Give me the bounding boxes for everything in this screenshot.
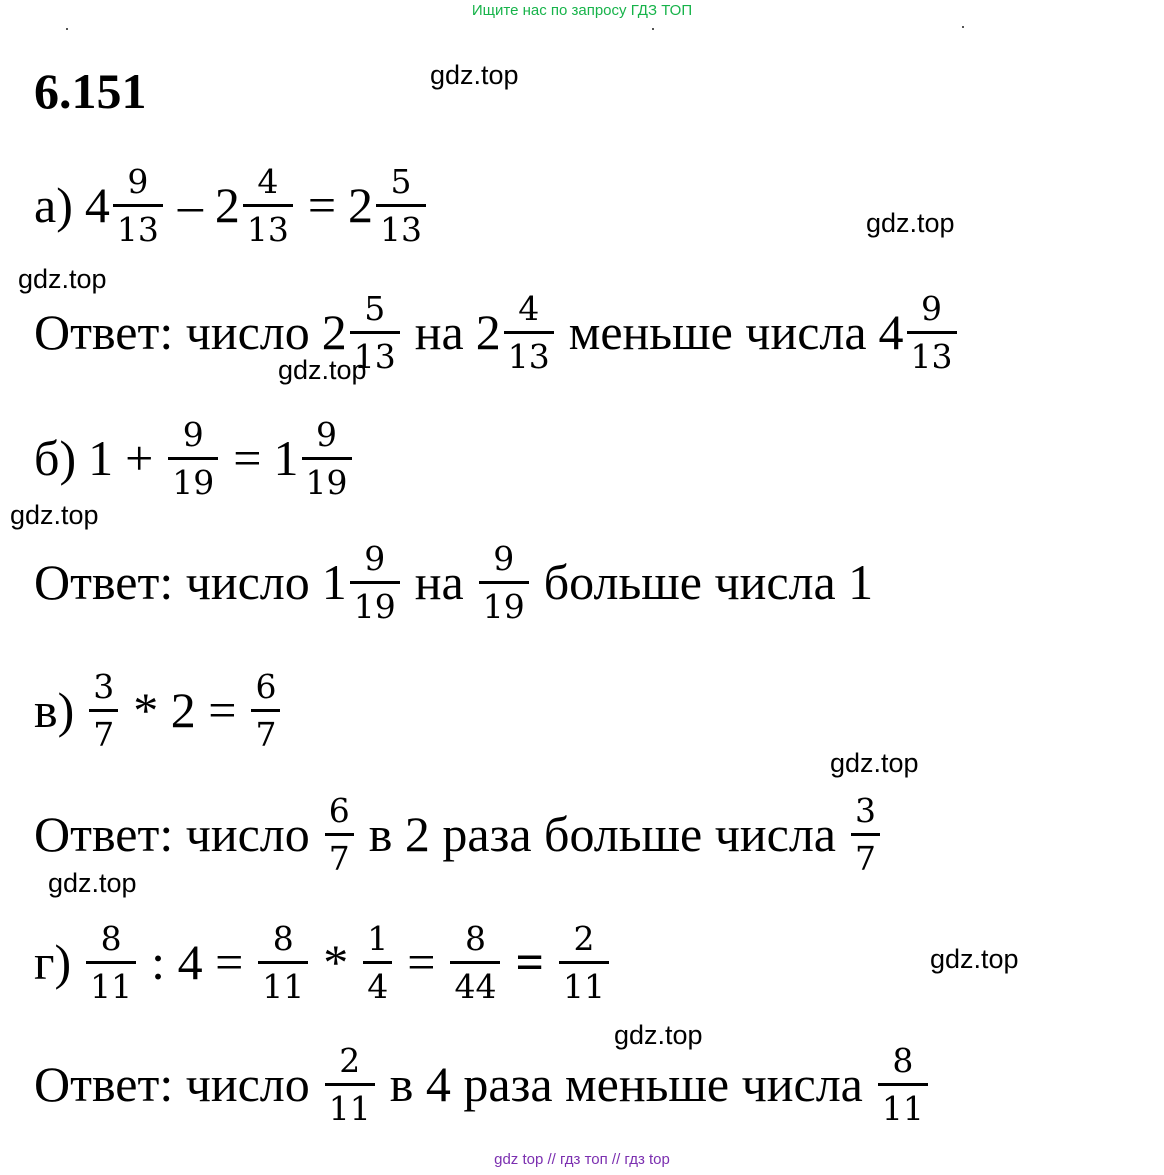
problem-number: 6.151 bbox=[34, 63, 147, 119]
watermark: gdz.top bbox=[614, 1020, 703, 1050]
fraction: $\frac{3}{7}$ bbox=[851, 794, 880, 875]
fraction: $\frac{5}{13}$ bbox=[376, 165, 426, 246]
part-c-equation: в) $\frac{3}{7}$ * 2 = $\frac{6}{7}$ bbox=[34, 650, 283, 770]
fraction: $\frac{9}{19}$ bbox=[350, 542, 400, 623]
fraction: $\frac{6}{7}$ bbox=[325, 794, 354, 875]
fraction: $\frac{9}{19}$ bbox=[479, 542, 529, 623]
fraction: $\frac{8}{11}$ bbox=[86, 922, 136, 1003]
part-b-label: б) bbox=[34, 430, 77, 486]
fraction: $\frac{6}{7}$ bbox=[251, 670, 280, 751]
part-a-label: а) bbox=[34, 177, 73, 233]
fraction: $\frac{2}{11}$ bbox=[559, 922, 609, 1003]
fraction: $\frac{3}{7}$ bbox=[89, 670, 118, 751]
part-d-label: г) bbox=[34, 934, 72, 990]
watermark: gdz.top bbox=[48, 868, 137, 898]
watermark: gdz.top bbox=[866, 208, 955, 238]
part-c-label: в) bbox=[34, 682, 75, 738]
watermark: gdz.top bbox=[830, 748, 919, 778]
part-d-answer: Ответ: число $\frac{2}{11}$ в 4 раза меньше числа $\frac{8}{11}$ bbox=[34, 1024, 931, 1144]
watermark: gdz.top bbox=[10, 500, 99, 530]
watermark: gdz.top bbox=[278, 355, 367, 385]
watermark: gdz.top bbox=[430, 60, 519, 90]
top-banner[interactable]: Ищите нас по запросу ГДЗ ТОП bbox=[471, 2, 693, 19]
part-b-equation: б) 1 + $\frac{9}{19}$ = 1 $\frac{9}{19}$ bbox=[34, 398, 355, 518]
fraction: $\frac{5}{13}$ bbox=[350, 292, 400, 373]
watermark: gdz.top bbox=[18, 264, 107, 294]
fraction: $\frac{9}{19}$ bbox=[168, 418, 218, 499]
part-c-answer: Ответ: число $\frac{6}{7}$ в 2 раза больше числа $\frac{3}{7}$ bbox=[34, 774, 883, 894]
bottom-banner[interactable]: gdz top // гдз топ // гдз top bbox=[494, 1151, 670, 1168]
fraction: $\frac{4}{13}$ bbox=[243, 165, 293, 246]
fraction: $\frac{9}{13}$ bbox=[907, 292, 957, 373]
fraction: $\frac{8}{11}$ bbox=[878, 1044, 928, 1125]
fraction: $\frac{8}{44}$ bbox=[450, 922, 500, 1003]
part-d-equation: г) $\frac{8}{11}$ : 4 = $\frac{8}{11}$ * $\frac{1}{4}$ = $\frac{8}{44}$ = $\frac{2}{11}$ bbox=[34, 902, 612, 1022]
fraction: $\frac{4}{13}$ bbox=[504, 292, 554, 373]
fraction: $\frac{9}{19}$ bbox=[302, 418, 352, 499]
fraction: $\frac{9}{13}$ bbox=[113, 165, 163, 246]
fraction: $\frac{1}{4}$ bbox=[363, 922, 392, 1003]
part-b-answer: Ответ: число 1 $\frac{9}{19}$ на $\frac{9}{19}$ больше числа 1 bbox=[34, 538, 874, 626]
scan-mark bbox=[652, 28, 654, 30]
scan-mark bbox=[66, 28, 68, 30]
watermark: gdz.top bbox=[930, 944, 1019, 974]
scan-mark bbox=[962, 26, 964, 28]
part-a-answer: Ответ: число 2 $\frac{5}{13}$ на 2 $\frac{4}{13}$ меньше числа 4 $\frac{9}{13}$ bbox=[34, 272, 960, 392]
fraction: $\frac{8}{11}$ bbox=[258, 922, 308, 1003]
fraction: $\frac{2}{11}$ bbox=[325, 1044, 375, 1125]
part-a-equation: а) 4 $\frac{9}{13}$ – 2 $\frac{4}{13}$ = 2 $\frac{5}{13}$ bbox=[34, 145, 429, 265]
